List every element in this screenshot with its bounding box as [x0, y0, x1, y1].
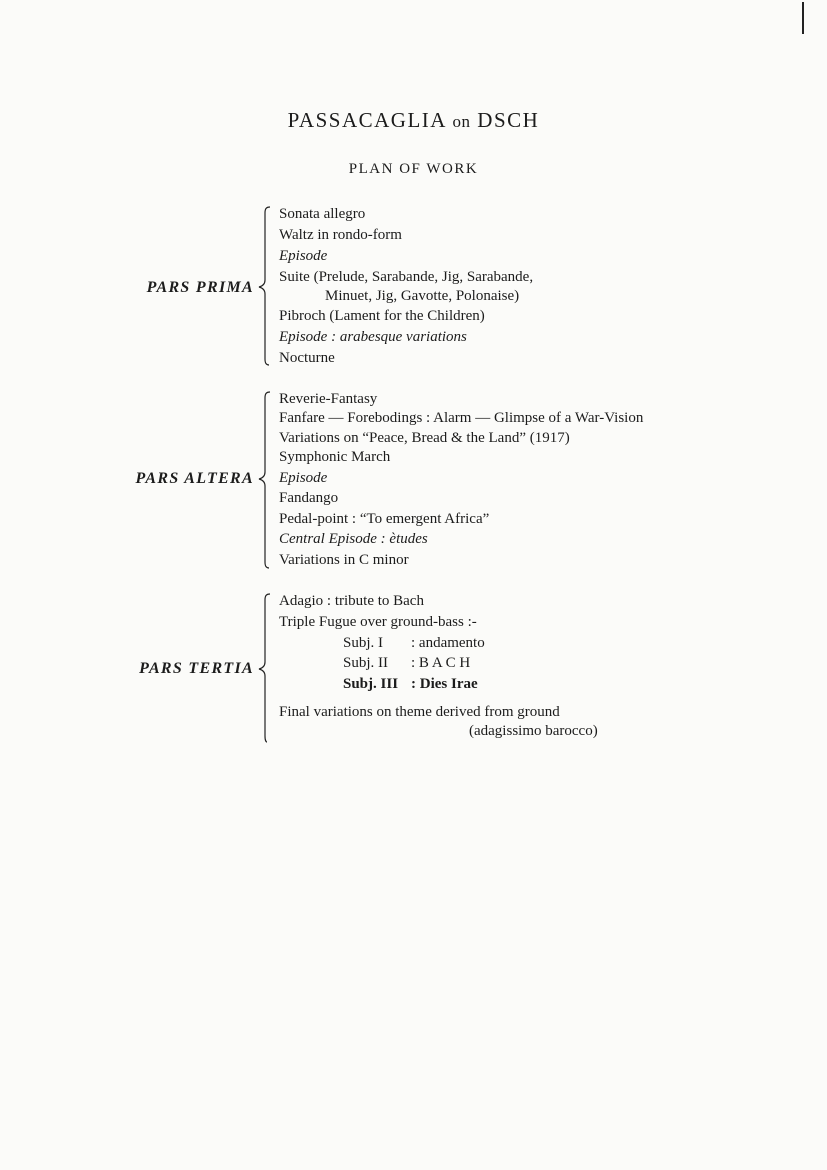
pars-altera-brace	[257, 388, 273, 572]
pars-altera-label: PARS ALTERA	[135, 470, 254, 487]
list-item: Triple Fugue over ground-bass :-	[279, 614, 477, 630]
subject-label: Subj. I	[343, 635, 384, 651]
pars-prima-brace	[257, 203, 273, 368]
scan-edge-mark	[802, 2, 804, 34]
list-item: Sonata allegro	[279, 206, 366, 222]
list-item: Suite (Prelude, Sarabande, Jig, Sarabande,	[279, 269, 534, 285]
list-item: Waltz in rondo-form	[279, 227, 402, 243]
pars-prima-label: PARS PRIMA	[146, 279, 254, 296]
list-item: Episode	[279, 248, 328, 264]
list-item: Central Episode : ètudes	[279, 531, 428, 547]
list-item: Episode : arabesque variations	[279, 329, 467, 345]
section-pars-prima	[0, 203, 827, 371]
pars-tertia-label: PARS TERTIA	[139, 660, 254, 677]
list-item-continuation: (adagissimo barocco)	[469, 723, 598, 739]
list-item: Episode	[279, 470, 328, 486]
page-subtitle: PLAN OF WORK	[348, 161, 479, 177]
list-item: Adagio : tribute to Bach	[279, 593, 424, 609]
subject-label: Subj. III	[343, 676, 399, 692]
list-item: Reverie-Fantasy	[279, 391, 378, 407]
subject-value: : andamento	[411, 635, 485, 651]
list-item: Variations on “Peace, Bread & the Land” (1917)	[279, 430, 570, 446]
list-item: Pedal-point : “To emergent Africa”	[279, 511, 490, 527]
list-item: Nocturne	[279, 350, 335, 366]
title-dsch: DSCH	[477, 108, 540, 132]
page-title	[0, 108, 827, 133]
list-item: Variations in C minor	[279, 552, 409, 568]
subject-label: Subj. II	[343, 655, 388, 671]
section-pars-altera	[0, 388, 827, 574]
subject-value: : Dies Irae	[411, 676, 478, 692]
list-item-continuation: Minuet, Jig, Gavotte, Polonaise)	[325, 288, 520, 304]
title-on: on	[452, 112, 471, 131]
list-item: Fandango	[279, 490, 339, 506]
section-pars-tertia	[0, 590, 827, 746]
list-item: Final variations on theme derived from ground	[279, 704, 560, 720]
subject-value: : B A C H	[411, 655, 471, 671]
list-item: Pibroch (Lament for the Children)	[279, 308, 485, 324]
list-item: Fanfare — Forebodings : Alarm — Glimpse of a War-Vision	[279, 410, 644, 426]
list-item: Symphonic March	[279, 449, 391, 465]
pars-tertia-brace	[257, 590, 273, 744]
title-main: PASSACAGLIA	[287, 108, 446, 132]
